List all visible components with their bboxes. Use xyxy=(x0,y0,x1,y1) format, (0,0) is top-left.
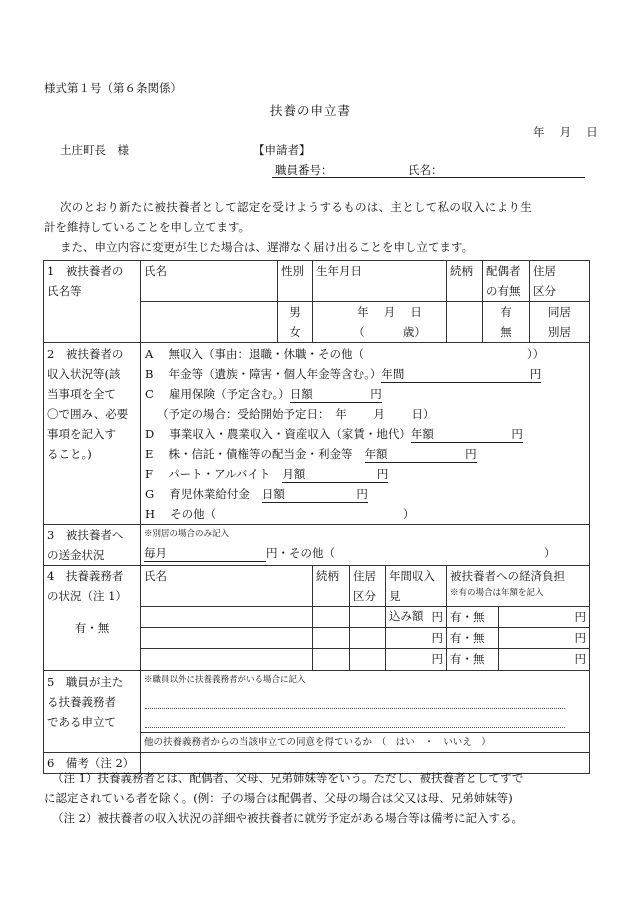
remittance-other-label: 円・その他（ xyxy=(266,546,335,560)
section1-label-line2: 氏名等 xyxy=(47,284,82,298)
s4-burden-amount[interactable] xyxy=(499,628,589,648)
income-option-h-label: H その他（ xyxy=(145,507,217,521)
section2-label xyxy=(44,343,141,525)
remittance-close: ） xyxy=(544,546,556,560)
note-1-text: （注 1）扶養義務者とは、配偶者、父母、兄弟姉妹等をいう。ただし、被扶養者としてす xyxy=(52,771,512,785)
income-option-c-sub-label: （予定の場合：受給開始予定日： 年 月 日） xyxy=(157,407,435,421)
s4-burden-field xyxy=(447,607,590,628)
income-option-e-label: E 株・信託・債権等の配当金・利金等 xyxy=(145,447,353,461)
section4-label-line2: の状況（注 1） xyxy=(47,589,127,603)
s4-residence-income-field xyxy=(350,628,447,649)
s4-burden-field xyxy=(447,628,590,649)
section5-entry-line-1[interactable] xyxy=(145,708,565,709)
income-option-a-close: ）） xyxy=(527,347,545,361)
income-e-field-label: 年額 xyxy=(364,447,388,461)
s1-name-field[interactable] xyxy=(141,302,278,343)
income-option-f-label: F パート・アルバイト xyxy=(145,467,271,481)
s4-residence-header xyxy=(350,566,386,606)
income-b-field-label: 年間 xyxy=(381,367,405,381)
s4-burden-header xyxy=(447,566,590,607)
s4-burden-amount[interactable] xyxy=(499,607,589,627)
s4-residence-income-field xyxy=(350,607,447,628)
s1-spouse-header-line2: の有無 xyxy=(486,284,521,298)
income-option-a-label: A 無収入（事由：退職・休職・その他（ xyxy=(145,347,364,361)
income-c-field-label: 日額 xyxy=(289,387,313,401)
s4-burden-yes-no[interactable] xyxy=(447,649,499,670)
s4-income-header-line1: 年間収入見 xyxy=(389,569,435,603)
section3-label-line2: の送金状況 xyxy=(47,548,105,562)
yen-label: 円 xyxy=(431,652,443,666)
income-option-g-label: G 育児休業給付金 xyxy=(145,487,250,501)
yen-label: 円 xyxy=(574,652,586,666)
note-2: （注 2）被扶養者の収入状況の詳細や被扶養者に就労予定がある場合等は備考に記入する。 xyxy=(52,811,523,825)
yen-label: 円 xyxy=(431,610,443,624)
section2-label-line: ること。) xyxy=(47,447,92,461)
s4-name-header-text: 氏名 xyxy=(144,569,167,583)
s1-residence-header xyxy=(530,261,590,302)
s1-spouse-header-line1: 配偶者 xyxy=(486,264,521,278)
section5-consent[interactable] xyxy=(141,733,590,753)
s4-relation-field[interactable] xyxy=(313,649,350,671)
remittance-monthly-label: 毎月 xyxy=(144,546,167,560)
form-number: 様式第１号（第６条関係） xyxy=(44,81,182,95)
income-b-amount-field[interactable] xyxy=(381,366,541,383)
income-option-a[interactable] xyxy=(145,344,586,364)
sex-female-option[interactable]: 女 xyxy=(289,325,301,339)
s4-name-field[interactable] xyxy=(141,649,313,671)
section5-label-line: である申立て xyxy=(47,715,116,729)
s4-residence-field[interactable] xyxy=(350,607,386,627)
section2-label-line: 収入状況等(該 xyxy=(47,367,121,381)
s4-income-field[interactable] xyxy=(386,649,446,670)
yen-label: 円 xyxy=(511,427,523,441)
income-option-c[interactable] xyxy=(145,384,586,404)
burden-yes-no-text: 有・無 xyxy=(450,610,485,624)
s1-spouse-field[interactable] xyxy=(483,302,530,343)
yen-label: 円 xyxy=(370,387,382,401)
s1-birth-field[interactable] xyxy=(313,302,447,343)
income-option-c-schedule[interactable] xyxy=(145,404,586,424)
yen-label: 円 xyxy=(574,610,586,624)
income-option-c-label: C 雇用保険（予定含む。） xyxy=(145,387,290,401)
s4-income-field[interactable] xyxy=(386,607,446,627)
income-g-amount-field[interactable] xyxy=(262,486,368,503)
yen-label: 円 xyxy=(431,631,443,645)
s1-name-header-text: 氏名 xyxy=(144,264,167,278)
note-1-line-2: に認定されている者を除く。(例：子の場合は配偶者、父母の場合は父又は母、兄弟姉妹等) xyxy=(44,791,513,805)
section5-details xyxy=(141,671,590,733)
s4-relation-header-text: 続柄 xyxy=(316,569,339,583)
income-e-amount-field[interactable] xyxy=(365,446,477,463)
income-d-amount-field[interactable] xyxy=(411,426,523,443)
section5-note: ※職員以外に扶養義務者がいる場合に記入 xyxy=(144,675,306,685)
addressee: 土庄町長 様 xyxy=(60,143,129,157)
burden-yes-no-text: 有・無 xyxy=(450,652,485,666)
yen-label: 円 xyxy=(356,487,368,501)
spouse-yes-option[interactable]: 有 xyxy=(500,305,512,319)
section2-label-line: 事項を記入す xyxy=(47,427,116,441)
s1-sex-field[interactable] xyxy=(278,302,313,343)
remittance-row[interactable] xyxy=(144,543,586,563)
date-line: 年 月 日 xyxy=(533,125,598,139)
s1-residence-field[interactable] xyxy=(530,302,590,343)
section5-label-line: る扶養義務者 xyxy=(47,695,116,709)
section3-remittance xyxy=(141,525,590,566)
income-option-b[interactable] xyxy=(145,364,586,384)
income-option-e[interactable] xyxy=(145,444,586,464)
yen-label: 円 xyxy=(376,467,389,481)
s4-residence-header-line2: 区分 xyxy=(353,589,376,603)
s4-residence-field[interactable] xyxy=(350,649,386,670)
section4-label-line1: 4 扶養義務者 xyxy=(47,569,124,583)
income-f-field-label: 月額 xyxy=(282,467,306,481)
burden-yes-no-text: 有・無 xyxy=(450,631,485,645)
intro-line-2: 計を維持していることを申し立てます。 xyxy=(44,220,251,234)
s4-burden-header-note: ※有の場合は年額を記入 xyxy=(450,588,544,598)
s4-income-header xyxy=(386,566,446,623)
intro-line-1: 次のとおり新たに被扶養者として認定を受けようするものは、主として私の収入により生 xyxy=(60,200,532,214)
staff-number-label: 職員番号： xyxy=(275,163,333,177)
yen-label: 円 xyxy=(465,447,477,461)
income-option-d[interactable] xyxy=(145,424,586,444)
note-1-tail: で xyxy=(511,771,524,785)
section4-label xyxy=(44,566,141,671)
s4-name-header xyxy=(141,566,313,607)
remittance-monthly-field[interactable] xyxy=(144,545,266,562)
applicant-name-label: 氏名： xyxy=(408,163,443,177)
s4-burden-field xyxy=(447,649,590,671)
s1-name-header xyxy=(141,261,278,302)
yen-label: 円 xyxy=(529,367,542,381)
intro-line-3: また、申立内容に変更が生じた場合は、遅滞なく届け出ることを申し立てます。 xyxy=(60,240,474,254)
income-option-g[interactable] xyxy=(145,484,586,504)
s4-income-header-line2: 込み額 xyxy=(389,609,424,623)
s1-birth-header-text: 生年月日 xyxy=(316,264,362,278)
s1-sex-header-text: 性別 xyxy=(281,264,304,278)
section4-yes-no[interactable]: 有・無 xyxy=(74,621,110,635)
section3-label-line1: 3 被扶養者へ xyxy=(47,528,124,542)
s1-relation-header-text: 続柄 xyxy=(450,264,473,278)
section2-label-line: 2 被扶養者の xyxy=(47,347,124,361)
s1-relation-field[interactable] xyxy=(447,302,483,343)
section2-label-line: 〇で囲み、必要 xyxy=(47,407,129,421)
income-option-h-close: ） xyxy=(403,507,415,521)
applicant-heading: 【申請者】 xyxy=(253,143,311,157)
yen-label: 円 xyxy=(574,631,586,645)
s4-residence-income-field xyxy=(350,649,447,671)
s4-burden-amount[interactable] xyxy=(499,649,589,670)
section5-label xyxy=(44,671,141,753)
section6-label-text: 6 備考（注 2） xyxy=(47,756,135,770)
residence-same-option[interactable]: 同居 xyxy=(548,305,571,319)
sex-male-option[interactable]: 男 xyxy=(289,305,301,319)
income-d-field-label: 年額 xyxy=(410,427,434,441)
income-option-h[interactable] xyxy=(145,504,586,524)
section1-label xyxy=(44,261,141,343)
s4-residence-header-line1: 住居 xyxy=(353,569,376,583)
s4-burden-yes-no[interactable] xyxy=(447,607,499,627)
s4-burden-header-text: 被扶養者への経済負担 xyxy=(450,569,565,583)
birth-age-text: （ 歳） xyxy=(353,325,426,339)
page-title: 扶養の申立書 xyxy=(270,103,352,118)
income-g-field-label: 日額 xyxy=(261,487,285,501)
section5-label-line: 5 職員が主た xyxy=(47,675,124,689)
section3-note: ※別居の場合のみ記入 xyxy=(144,529,230,539)
section3-label xyxy=(44,525,141,566)
s4-relation-field[interactable] xyxy=(313,628,350,649)
s1-sex-header xyxy=(278,261,313,302)
note-1-line-1 xyxy=(52,770,523,786)
s1-residence-header-line1: 住居 xyxy=(533,264,556,278)
s1-spouse-header xyxy=(483,261,530,302)
income-f-amount-field[interactable] xyxy=(282,466,388,483)
s4-residence-field[interactable] xyxy=(350,628,386,648)
s4-burden-yes-no[interactable] xyxy=(447,628,499,648)
s4-income-field[interactable] xyxy=(386,628,446,648)
s4-residence-income-header xyxy=(350,566,447,623)
section5-entry-line-2[interactable] xyxy=(145,727,565,728)
s1-relation-header xyxy=(447,261,483,302)
s1-birth-header xyxy=(313,261,447,302)
income-option-b-label: B 年金等（遺族・障害・個人年金等含む。） xyxy=(145,367,382,381)
applicant-underline[interactable] xyxy=(272,177,585,178)
income-c-amount-field[interactable] xyxy=(290,386,382,403)
residence-separate-option[interactable]: 別居 xyxy=(548,325,571,339)
s1-residence-header-line2: 区分 xyxy=(533,284,556,298)
application-form-table xyxy=(43,260,590,774)
s4-relation-header xyxy=(313,566,350,607)
s4-name-field[interactable] xyxy=(141,607,313,628)
income-option-f[interactable] xyxy=(145,464,586,484)
section2-income-options xyxy=(141,343,590,525)
section1-label-line1: 1 被扶養者の xyxy=(47,264,124,278)
section2-label-line: 当事項を全て xyxy=(47,387,116,401)
s4-relation-field[interactable] xyxy=(313,607,350,628)
consent-question: 他の扶養義務者からの当該申立ての同意を得ているか （ はい ・ いいえ ） xyxy=(144,737,491,748)
spouse-no-option[interactable]: 無 xyxy=(500,325,512,339)
birth-date-text: 年 月 日 xyxy=(357,305,422,319)
s4-name-field[interactable] xyxy=(141,628,313,649)
income-option-d-label: D 事業収入・農業収入・資産収入（家賃・地代） xyxy=(145,427,411,441)
